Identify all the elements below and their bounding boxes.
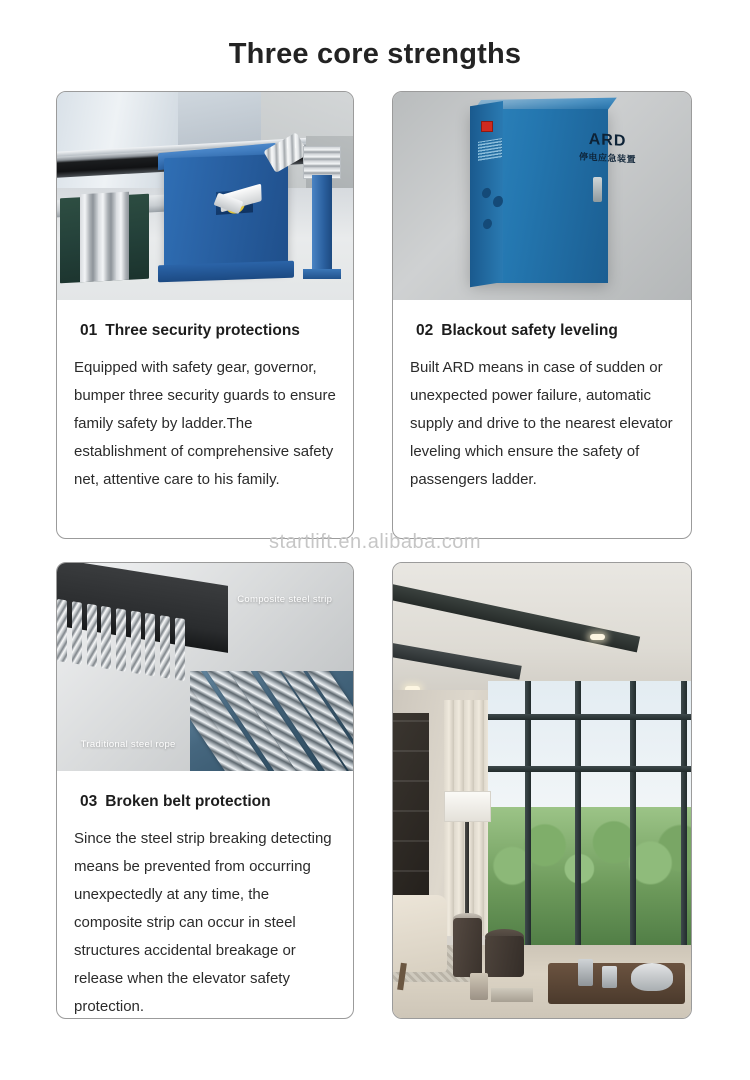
card-02-text: Built ARD means in case of sudden or unexpected power failure, automatic supply and drive to the nearest elevator leveling which ensure the safety of passengers ladder.: [410, 359, 673, 488]
buffer-base-shape: [303, 269, 341, 279]
book-shape: [491, 988, 533, 1002]
teapot-shape: [631, 963, 673, 990]
elevator-safety-gear-photo: [57, 92, 353, 300]
cabinet-handle-shape: [593, 177, 602, 202]
traditional-rope-label: Traditional steel rope: [80, 739, 176, 751]
page-title: Three core strengths: [228, 38, 522, 70]
cabinet-vent-shape: [478, 138, 502, 160]
candle-shape: [470, 973, 488, 1000]
armchair-shape: [393, 895, 447, 972]
card-02-body: [393, 300, 691, 504]
ceiling-spotlight-shape: [590, 634, 605, 641]
window-mullion-shape: [681, 681, 687, 954]
green-safety-gear-shape: [60, 194, 149, 284]
strip-cord-shape: [131, 611, 141, 675]
strip-cord-shape: [116, 608, 126, 672]
card-03-heading: [80, 793, 336, 811]
modern-interior-lobby-photo: [393, 563, 691, 1018]
card-02-number: 02: [416, 322, 434, 339]
feature-card-01[interactable]: [56, 91, 354, 539]
cabinet-power-switch-shape: [481, 121, 493, 131]
card-01-heading: [80, 322, 336, 340]
feature-card-02[interactable]: [392, 91, 692, 539]
card-01-image: [57, 92, 353, 300]
floor-lamp-shade-shape: [444, 791, 492, 823]
strip-cord-shape: [146, 613, 156, 677]
strip-cord-shape: [87, 604, 97, 668]
sky-shape: [488, 681, 691, 818]
card-01-heading-text: Three security protections: [105, 322, 300, 339]
window-mullion-shape: [575, 681, 581, 954]
window-mullion-shape: [525, 681, 531, 954]
buffer-post-shape: [312, 175, 333, 271]
card-01-text: Equipped with safety gear, governor, bumper three security guards to ensure family safety by ladder.The establishment of comprehensive safety net, attentive care to his family.: [74, 359, 336, 488]
watermark: startlift.en.alibaba.com: [268, 531, 482, 553]
steel-rope-inset-photo: [190, 671, 353, 771]
card-03-image: [57, 563, 353, 771]
card-01-body: [57, 300, 353, 504]
feature-card-interior-photo[interactable]: [392, 562, 692, 1019]
window-wall-shape: [488, 681, 691, 954]
strip-cord-shape: [72, 601, 82, 665]
window-mullion-shape: [630, 681, 636, 954]
card-03-heading-text: Broken belt protection: [105, 793, 271, 810]
cup-shape: [578, 959, 593, 986]
card-03-text: Since the steel strip breaking detecting means be prevented from occurring unexpectedly at any time, the composite strip can occur in steel structures accidental breakage or release when the elevator safety protection.: [74, 830, 332, 1015]
strip-cord-shape: [58, 599, 68, 663]
strip-cord-shape: [175, 618, 185, 682]
side-table-shape: [453, 918, 483, 977]
card-03-body: [57, 771, 353, 1019]
card-02-heading: [416, 322, 674, 340]
card-04-image: [393, 563, 691, 1018]
card-03-number: 03: [80, 793, 98, 810]
card-02-image: [393, 92, 691, 300]
strip-cord-shape: [160, 615, 170, 679]
ard-cabinet-photo: [393, 92, 691, 300]
blue-governor-body-shape: [164, 154, 288, 273]
composite-steel-strip-photo: [57, 563, 353, 771]
ard-label: [542, 128, 673, 167]
strip-cord-shape: [102, 606, 112, 670]
ottoman-shape: [485, 936, 524, 977]
ard-label-chinese: 停电应急装置: [579, 151, 637, 165]
window-transom-shape: [488, 766, 691, 772]
card-01-number: 01: [80, 322, 98, 339]
feature-card-03[interactable]: [56, 562, 354, 1019]
ard-label-english: ARD: [588, 130, 627, 150]
cup-shape: [602, 966, 617, 989]
window-transom-shape: [488, 714, 691, 720]
composite-strip-label: Composite steel strip: [237, 594, 333, 606]
card-02-heading-text: Blackout safety leveling: [441, 322, 618, 339]
